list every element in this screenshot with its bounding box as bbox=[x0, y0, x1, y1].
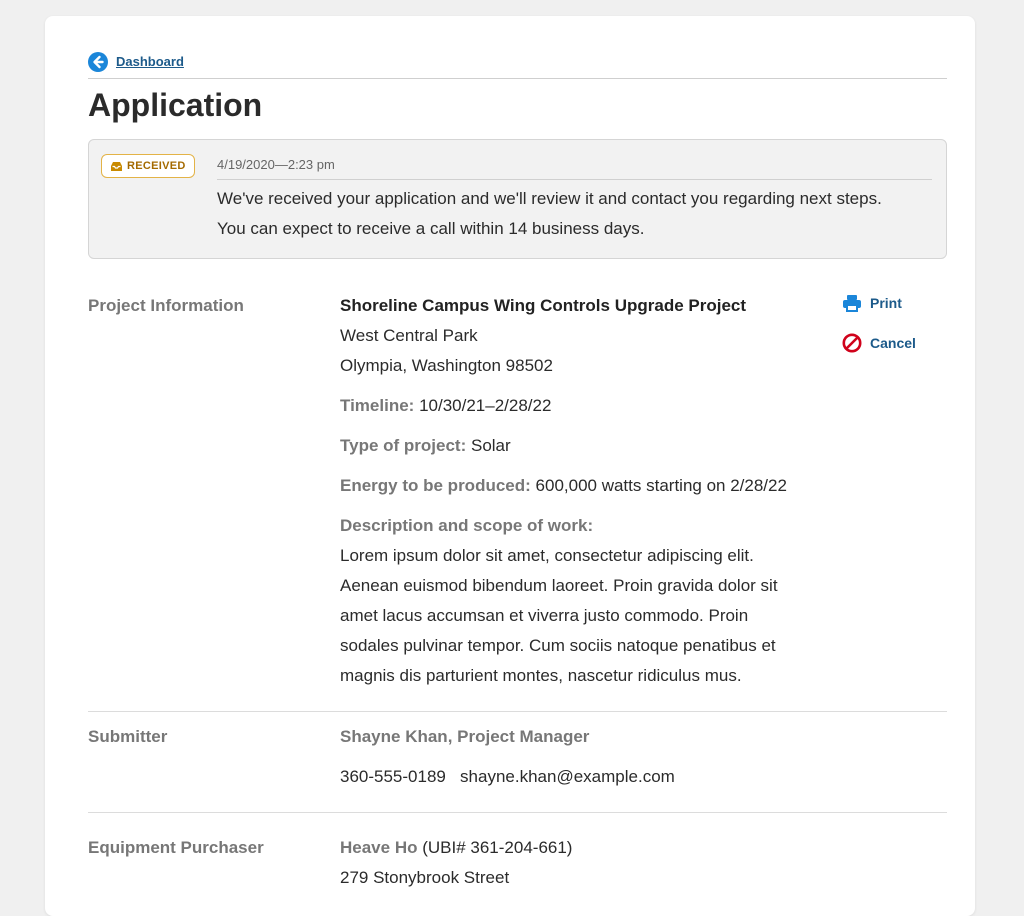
submitter-email[interactable]: shayne.khan@example.com bbox=[460, 767, 675, 786]
description-line: sodales pulvinar tempor. Cum sociis natoque penatibus et bbox=[340, 636, 776, 655]
project-type-value: Solar bbox=[470, 436, 511, 455]
description-line: Lorem ipsum dolor sit amet, consectetur adipiscing elit. bbox=[340, 546, 754, 565]
submitter-name: Shayne Khan, Project Manager bbox=[340, 727, 590, 746]
actions bbox=[842, 291, 916, 371]
purchaser-name: Heave Ho bbox=[340, 838, 418, 857]
timeline-field bbox=[340, 391, 820, 421]
purchaser-ubi: (UBI# 361-204-661) bbox=[422, 838, 573, 857]
equipment-purchaser-section bbox=[88, 813, 947, 893]
energy-field bbox=[340, 471, 820, 501]
cancel-button[interactable] bbox=[842, 331, 916, 355]
status-message-line: We've received your application and we'll review it and contact you regarding next steps. bbox=[217, 189, 882, 208]
submitter-phone[interactable]: 360-555-0189 bbox=[340, 767, 446, 786]
project-type-label: Type of project: bbox=[340, 436, 467, 455]
project-information-section bbox=[88, 291, 947, 712]
application-card bbox=[45, 16, 975, 916]
description-field bbox=[340, 511, 820, 691]
breadcrumb bbox=[88, 52, 947, 79]
project-type-field bbox=[340, 431, 820, 461]
section-label: Project Information bbox=[88, 296, 244, 315]
status-message-line: You can expect to receive a call within 14 business days. bbox=[217, 219, 645, 238]
printer-icon bbox=[842, 293, 862, 313]
print-label: Print bbox=[870, 295, 902, 311]
project-name: Shoreline Campus Wing Controls Upgrade Project bbox=[340, 296, 747, 315]
page-title: Application bbox=[88, 87, 263, 123]
arrow-left-circle-icon[interactable] bbox=[88, 52, 108, 72]
status-timestamp: 4/19/2020—2:23 pm bbox=[217, 156, 932, 180]
status-badge-label: RECEIVED bbox=[127, 160, 186, 172]
status-badge bbox=[101, 154, 195, 178]
section-label: Submitter bbox=[88, 727, 168, 746]
description-label: Description and scope of work: bbox=[340, 516, 594, 535]
cancel-label: Cancel bbox=[870, 335, 916, 351]
timeline-value: 10/30/21–2/28/22 bbox=[419, 396, 552, 415]
energy-label: Energy to be produced: bbox=[340, 476, 531, 495]
project-address-line: Olympia, Washington 98502 bbox=[340, 356, 553, 375]
description-line: Aenean euismod bibendum laoreet. Proin gravida dolor sit bbox=[340, 576, 778, 595]
inbox-icon bbox=[110, 161, 123, 172]
description-line: amet lacus accumsan et viverra justo commodo. Proin bbox=[340, 606, 749, 625]
print-button[interactable] bbox=[842, 291, 916, 315]
project-address-line: West Central Park bbox=[340, 326, 478, 345]
energy-value: 600,000 watts starting on 2/28/22 bbox=[535, 476, 787, 495]
purchaser-address-line: 279 Stonybrook Street bbox=[340, 868, 510, 887]
status-panel bbox=[88, 139, 947, 259]
dashboard-link[interactable]: Dashboard bbox=[116, 54, 184, 69]
section-label: Equipment Purchaser bbox=[88, 838, 264, 857]
description-line: magnis dis parturient montes, nascetur ridiculus mus. bbox=[340, 666, 742, 685]
submitter-contact bbox=[340, 762, 820, 792]
submitter-section bbox=[88, 712, 947, 813]
prohibited-icon bbox=[842, 333, 862, 353]
timeline-label: Timeline: bbox=[340, 396, 415, 415]
